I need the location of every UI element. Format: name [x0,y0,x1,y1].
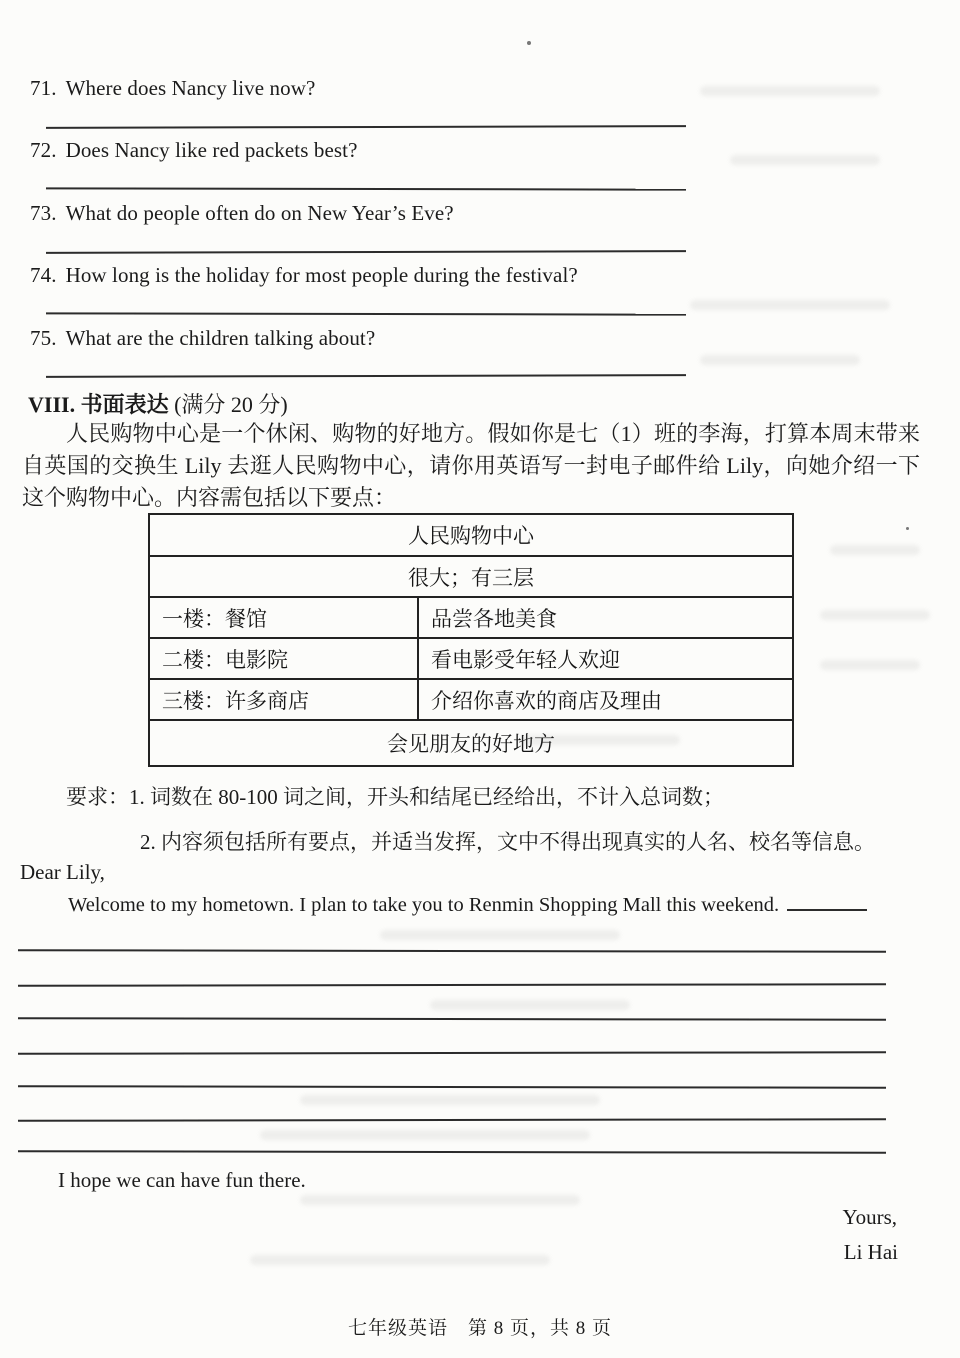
letter-signoff: Yours, [842,1205,897,1229]
bleedthrough-smudge [830,545,920,555]
answer-line [46,312,686,315]
question-text: Where does Nancy live now? [65,76,316,100]
writing-line [18,1150,886,1154]
question-number: 73. [30,201,57,225]
question-number: 71. [30,76,57,100]
answer-line [46,250,686,254]
question-text: What are the children talking about? [65,326,376,350]
bleedthrough-smudge [430,1000,630,1010]
requirements-line-1: 要求：1. 词数在 80-100 词之间，开头和结尾已经给出，不计入总词数； [66,785,724,809]
question-text: How long is the holiday for most people during the festival? [65,263,578,287]
section-title: VIII. 书面表达 [28,392,169,417]
detail-cell: 介绍你喜欢的商店及理由 [418,679,793,720]
letter-opening-text: Welcome to my hometown. I plan to take you to Renmin Shopping Mall this weekend. [68,894,780,916]
bleedthrough-smudge [260,1130,590,1140]
letter-closing: I hope we can have fun there. [58,1168,306,1192]
question-item [30,201,454,226]
writing-line [18,1118,886,1122]
bleedthrough-smudge [300,1095,600,1105]
requirements-line-2: 2. 内容须包括所有要点，并适当发挥，文中不得出现真实的人名、校名等信息。 [140,830,875,854]
scan-speck [527,41,531,45]
answer-line [46,374,686,378]
table-row [149,556,793,597]
question-number: 74. [30,263,57,287]
question-text: Does Nancy like red packets best? [65,138,358,162]
mall-info-table [148,513,794,767]
opening-blank-line [787,909,867,911]
letter-opening-line [68,894,867,917]
table-row [149,514,793,556]
section-score-note: (满分 20 分) [174,392,288,417]
writing-line [18,949,886,953]
bleedthrough-smudge [300,1195,580,1205]
section-heading [28,388,288,419]
writing-line [18,1051,886,1055]
table-row [149,638,793,679]
question-number: 72. [30,138,57,162]
answer-line [46,187,686,190]
bleedthrough-smudge [700,86,880,96]
writing-line [18,1085,886,1089]
writing-line [18,983,886,987]
bleedthrough-smudge [380,930,620,940]
bleedthrough-smudge [250,1255,550,1265]
page-footer: 七年级英语 第 8 页，共 8 页 [347,1318,612,1339]
table-title-cell: 人民购物中心 [149,514,793,556]
table-bottom-cell: 会见朋友的好地方 [149,720,793,766]
question-item [30,263,578,288]
bleedthrough-smudge [820,610,930,620]
scan-speck [906,527,909,530]
table-row [149,679,793,720]
table-row [149,720,793,766]
floor-cell: 二楼：电影院 [149,638,418,679]
question-item [30,326,375,351]
floor-cell: 三楼：许多商店 [149,679,418,720]
letter-signature: Li Hai [843,1240,898,1264]
question-text: What do people often do on New Year’s Eve? [65,201,454,225]
bleedthrough-smudge [820,660,920,670]
bleedthrough-smudge [730,155,880,165]
question-number: 75. [30,326,57,350]
question-item [30,76,315,101]
question-item [30,138,358,163]
table-row [149,597,793,638]
intro-paragraph: 人民购物中心是一个休闲、购物的好地方。假如你是七（1）班的李海，打算本周末带来自英国的交换生 Lily 去逛人民购物中心，请你用英语写一封电子邮件给 Lily，向她介绍一下这个购物中心。内容需包括以下要点： [22,421,920,510]
table-size-cell: 很大；有三层 [149,556,793,597]
answer-line [46,125,686,129]
floor-cell: 一楼：餐馆 [149,597,418,638]
detail-cell: 看电影受年轻人欢迎 [418,638,793,679]
detail-cell: 品尝各地美食 [418,597,793,638]
letter-salutation: Dear Lily, [20,860,105,884]
bleedthrough-smudge [690,300,890,310]
writing-line [18,1017,886,1021]
bleedthrough-smudge [700,355,860,365]
